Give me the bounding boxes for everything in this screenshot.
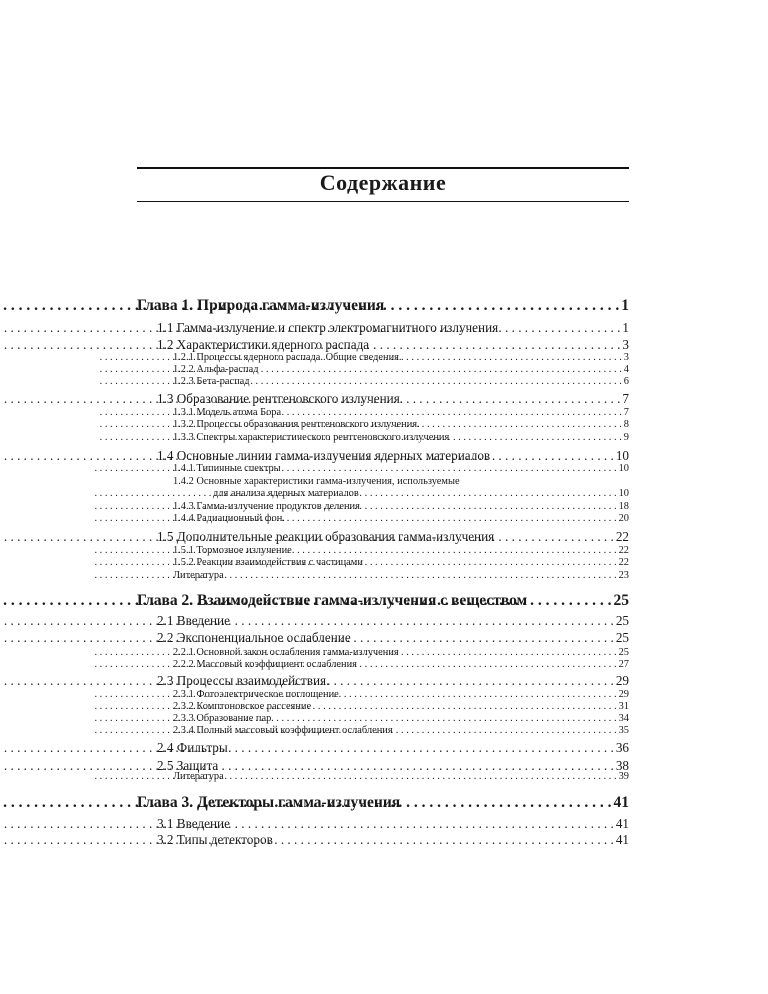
dot-leader	[275, 832, 614, 848]
toc-entry-title: 2.2.1 Основной закон ослабления гамма-излучения	[173, 647, 399, 658]
toc-page-number: 22	[615, 529, 629, 544]
toc-entry-title: 1.2.2 Альфа-распад	[173, 364, 259, 375]
toc-entry[interactable]	[173, 419, 629, 430]
toc-entry-title: 1.3.2 Процессы образования рентгеновского излучения.	[173, 419, 420, 430]
dot-leader	[401, 647, 617, 658]
toc-entry-title: Глава 3. Детекторы гамма-излучения	[137, 794, 401, 811]
toc-entry-title: для анализа ядерных материалов	[213, 488, 359, 499]
toc-page-number: 25	[615, 613, 629, 628]
toc-entry-title: 2.3.1 Фотоэлектрическое поглощение	[173, 689, 339, 700]
toc-page-number: 38	[615, 758, 629, 773]
dot-leader	[341, 689, 617, 700]
toc-entry[interactable]	[173, 364, 629, 375]
dot-leader	[492, 448, 614, 464]
toc-entry-title: 1.4 Основные линии гамма-излучения ядерных материалов	[157, 448, 491, 463]
toc-entry[interactable]	[157, 337, 629, 353]
toc-entry-title: 1.2 Характеристики ядерного распада	[157, 337, 370, 352]
top-rule	[137, 167, 629, 169]
toc-chapter[interactable]	[137, 297, 629, 315]
dot-leader	[496, 529, 614, 545]
toc-entry-title: 2.4 Фильтры	[157, 740, 228, 755]
toc-entry-title: 2.3.3 Образование пар	[173, 713, 272, 724]
toc-entry[interactable]	[157, 832, 629, 848]
toc-entry-title: Глава 2. Взаимодействие гамма-излучения с веществом	[137, 592, 528, 609]
toc-entry-title: Литература	[173, 771, 224, 782]
dot-leader	[386, 297, 619, 315]
toc-entry-title: 1.4.4 Радиационный фон.	[173, 513, 285, 524]
dot-leader	[422, 419, 622, 430]
toc-page-number: 29	[615, 673, 629, 688]
toc-entry[interactable]	[173, 352, 629, 363]
toc-entry[interactable]	[157, 816, 629, 832]
toc-page-number: 9	[623, 432, 629, 443]
dot-leader	[529, 592, 611, 610]
toc-page-number: 7	[622, 391, 629, 406]
dot-leader	[283, 463, 617, 474]
toc-entry[interactable]	[173, 713, 629, 724]
toc-entry-title: 1.2.3 Бета-распад	[173, 376, 250, 387]
toc-entry[interactable]	[213, 488, 629, 499]
dot-leader	[230, 740, 614, 756]
toc-entry[interactable]	[173, 771, 629, 782]
toc-entry[interactable]	[173, 659, 629, 670]
toc-page-number: 10	[618, 463, 629, 474]
dot-leader	[405, 391, 620, 407]
toc-page-number: 3	[623, 352, 629, 363]
toc-page-number: 10	[618, 488, 629, 499]
dot-leader	[261, 364, 622, 375]
toc-entry[interactable]	[157, 740, 629, 756]
toc-page-number: 3	[622, 337, 629, 352]
dot-leader	[313, 701, 617, 712]
dot-leader	[361, 488, 617, 499]
toc-entry-title: 2.1 Введение	[157, 613, 230, 628]
toc-page-number: 29	[618, 689, 629, 700]
toc-page-number: 1	[621, 297, 629, 314]
toc-page-number: 41	[615, 816, 629, 831]
dot-leader	[226, 570, 617, 581]
toc-page-number: 7	[623, 407, 629, 418]
toc-entry[interactable]	[173, 376, 629, 387]
dot-leader	[287, 513, 617, 524]
toc-entry-title: 2.2 Экспоненциальное ослабление	[157, 630, 351, 645]
toc-page-number: 25	[615, 630, 629, 645]
dot-leader	[226, 771, 617, 782]
toc-page-number: 22	[618, 557, 629, 568]
toc-entry-title: 2.3 Процессы взаимодействия.	[157, 673, 330, 688]
toc-entry[interactable]	[173, 689, 629, 700]
bottom-rule	[137, 201, 629, 202]
toc-entry-title: 1.3 Образование рентгеновского излучения.	[157, 391, 404, 406]
toc-entry-title: 3.2 Типы детекторов	[157, 832, 273, 847]
toc-page-number: 23	[618, 570, 629, 581]
toc-entry-title: 3.1 Введение	[157, 816, 230, 831]
toc-entry-title: 1.3.3 Спектры характеристического рентгеновского излучения	[173, 432, 450, 443]
dot-leader	[353, 630, 614, 646]
toc-entry[interactable]	[173, 725, 629, 736]
toc-page-number: 31	[618, 701, 629, 712]
dot-leader	[232, 816, 614, 832]
toc-entry[interactable]	[157, 448, 629, 464]
toc-entry[interactable]	[157, 320, 629, 336]
toc-entry-title: 1.3.1 Модель атома Бора	[173, 407, 282, 418]
toc-entry-title: 2.2.2 Массовый коэффициент ослабления	[173, 659, 357, 670]
toc-page-number: 8	[623, 419, 629, 430]
toc-entry-title: 1.2.1 Процессы ядерного распада. Общие сведения.	[173, 352, 402, 363]
dot-leader	[365, 557, 617, 568]
toc-entry[interactable]	[173, 557, 629, 568]
toc-entry[interactable]	[157, 613, 629, 629]
toc-page-number: 20	[618, 513, 629, 524]
toc-entry[interactable]	[173, 513, 629, 524]
dot-leader	[395, 725, 617, 736]
toc-page-number: 10	[615, 448, 629, 463]
toc-entry-title: 1.5.2 Реакции взаимодействия с частицами	[173, 557, 363, 568]
toc-entry[interactable]	[157, 391, 629, 407]
toc-page-number: 35	[618, 725, 629, 736]
toc-entry-title: 1.5.1 Тормозное излучение	[173, 545, 292, 556]
toc-page-number: 4	[623, 364, 629, 375]
toc-entry[interactable]	[173, 545, 629, 556]
toc-entry[interactable]	[173, 407, 629, 418]
dot-leader	[371, 337, 620, 353]
dot-leader	[362, 501, 617, 512]
toc-page-number: 41	[615, 832, 629, 847]
toc-entry-title: 1.4.1 Типичные спектры	[173, 463, 281, 474]
toc-entry-title: 1.4.3 Гамма-излучение продуктов деления	[173, 501, 360, 512]
toc-entry-title: 1.1 Гамма-излучение и спектр электромагнитного излучения	[157, 320, 499, 335]
toc-entry-title: Глава 1. Природа гамма-излучения	[137, 297, 385, 314]
toc-chapter[interactable]	[137, 592, 629, 610]
dot-leader	[294, 545, 617, 556]
toc-page-number: 34	[618, 713, 629, 724]
dot-leader	[273, 713, 616, 724]
dot-leader	[359, 659, 617, 670]
toc-entry-title: 2.3.2 Комптоновское рассеяние	[173, 701, 312, 712]
dot-leader	[404, 352, 622, 363]
toc-page-number: 41	[613, 794, 629, 811]
toc-entry-title: 2.5 Защита	[157, 758, 219, 773]
toc-entry[interactable]	[173, 570, 629, 581]
toc-page-number: 36	[615, 740, 629, 755]
dot-leader	[252, 376, 622, 387]
dot-leader	[451, 432, 622, 443]
toc-entry-title: Литература	[173, 570, 224, 581]
toc-entry-title: 2.3.4 Полный массовый коэффициент ослабления	[173, 725, 393, 736]
toc-entry[interactable]	[173, 701, 629, 712]
toc-page-number: 39	[618, 771, 629, 782]
toc-page-number: 25	[618, 647, 629, 658]
toc-page-number: 27	[618, 659, 629, 670]
toc-entry[interactable]	[173, 647, 629, 658]
toc-entry[interactable]	[157, 630, 629, 646]
toc-entry[interactable]	[157, 529, 629, 545]
toc-page-number: 25	[613, 592, 629, 609]
toc-page-number: 18	[618, 501, 629, 512]
page-title: Содержание	[319, 170, 447, 195]
dot-leader	[500, 320, 620, 336]
dot-leader	[402, 794, 611, 812]
dot-leader	[232, 613, 614, 629]
dot-leader	[283, 407, 622, 418]
toc-entry[interactable]	[173, 463, 629, 474]
toc-entry[interactable]	[157, 673, 629, 689]
toc-chapter[interactable]	[137, 794, 629, 812]
toc-entry[interactable]	[173, 432, 629, 443]
toc-page-number: 1	[622, 320, 629, 335]
toc-page-number: 6	[623, 376, 629, 387]
dot-leader	[331, 673, 613, 689]
toc-page-number: 22	[618, 545, 629, 556]
toc-entry[interactable]	[173, 501, 629, 512]
toc-entry-title: 1.5 Дополнительные реакции образования гамма-излучения	[157, 529, 495, 544]
toc-entry-text: 1.4.2 Основные характеристики гамма-излучения, используемые	[173, 476, 460, 487]
